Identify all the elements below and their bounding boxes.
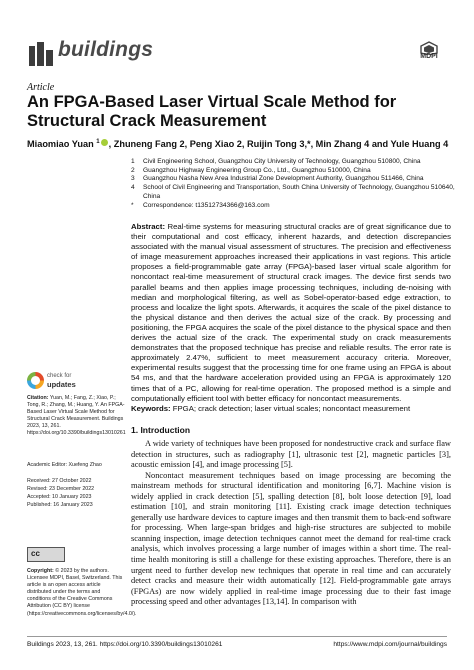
cc-by-license-icon[interactable]: cc [27,547,65,562]
buildings-logo-icon [28,40,54,66]
check-for-updates-icon [27,372,44,389]
date-published: Published: 16 January 2023 [27,502,93,508]
first-author: Miaomiao Yuan [27,139,97,150]
keywords-label: Keywords: [131,404,171,413]
footer-divider [27,636,447,637]
mdpi-logo [412,41,446,67]
intro-paragraph-2: Noncontact measurement techniques based on image processing are becoming the mainstream methods for structural identification and monitoring [6,7]. Machine vision is widely applied in crack detection [5], spalling detection [8], bolt loose detection [9], load estimation [10], and strain monitoring [11]. Existing crack image detection techniques generally use hardware devices to capture images and then transmit them to back-end software for processing. When large-span bridges and high-rise structures are subjected to mobile scanning inspection, image detection techniques cannot meet the demand for real-time crack analysis, which involves processing a large number of images within a short time. The real-time health monitoring is still a challenge for these existing approaches. Therefore, there is an urgent need to further develop new techniques that operate in real time and can accurately detect cracks and measure their width automatically [12]. Field-programmable gate arrays (FPGAs) are now widely applied in real-time image processing due to their fast image processing speed and other advantages [13,14]. In comparison with [131,470,451,607]
check-for-updates-button[interactable]: check for updates [27,371,125,391]
affiliation-item: 4 School of Civil Engineering and Transportation, South China University of Technology, Guangzhou 510640, China [131,184,455,200]
article-type: Article [27,82,55,93]
date-received: Received: 27 October 2022 [27,478,92,484]
author-list [27,136,457,150]
citation: Citation: Yuan, M.; Fang, Z.; Xiao, P.; Tong, R.; Zhang, M.; Huang, Y. An FPGA-Based Laser Virtual Scale Method for Structural Crack Measurement. Buildings 2023, 13, 261. https://doi.org/10.3390/buildings13010261 [27,395,126,437]
affiliation-item: 1 Civil Engineering School, Guangzhou City University of Technology, Guangzhou 510800, China [131,158,421,165]
section-heading: 1. Introduction [131,425,191,435]
other-authors: , Zhuneng Fang 2, Peng Xiao 2, Ruijin Tong 3,*, Min Zhang 4 and Yule Huang 4 [108,139,449,150]
intro-body [131,439,451,608]
first-author-affiliation: 1 [96,139,100,145]
page-title: An FPGA-Based Laser Virtual Scale Method for Structural Crack Measurement [27,93,397,130]
date-revised: Revised: 23 December 2022 [27,486,95,492]
footer-citation: Buildings 2023, 13, 261. https://doi.org/10.3390/buildings13010261 [27,641,223,648]
journal-url-link[interactable]: https://www.mdpi.com/journal/buildings [333,641,447,648]
keywords [131,404,451,414]
affiliation-item: 3 Guangzhou Nasha New Area Industrial Zone Development Authority, Guangzhou 511466, China [131,175,424,183]
correspondence: * Correspondence: t13512734366@163.com [131,201,270,209]
date-accepted: Accepted: 10 January 2023 [27,494,92,500]
abstract-label: Abstract: [131,222,166,231]
copyright-notice: Copyright: © 2023 by the authors. Licensee MDPI, Basel, Switzerland. This article is an open access article distributed under the terms and conditions of the Creative Commons Attribution (CC BY) license (https://creativecommons.org/licenses/by/4.0/). [27,568,137,617]
affiliations [131,158,461,210]
keywords-text: FPGA; crack detection; laser virtual scales; noncontact measurement [170,404,411,413]
journal-name: buildings [58,38,154,61]
intro-paragraph-1: A wide variety of techniques have been proposed for nondestructive crack and surface flaw detection in structures, such as radiography [1], ultrasonic test [2], magnetic particles [3], acoustic emission [4], and image processing [5]. [131,439,451,470]
publisher-name: MDPI [420,53,438,60]
orcid-icon[interactable] [101,139,108,146]
academic-editor: Academic Editor: Xuefeng Zhao [27,462,102,468]
affiliation-item: 2 Guangzhou Highway Engineering Group Co., Ltd., Guangzhou 510000, China [131,166,371,174]
abstract [131,222,451,404]
abstract-text: Real-time systems for measuring structural cracks are of great significance due to their computational and cost efficacy, inherent hazards, and detection discrepancies associated with the manual visual assessment of structures. The precision and effectiveness of image measurement approaches increased their applications in vast regions. This article proposes a field-programmable gate array (FPGA)-based laser virtual scale algorithm for noncontact real-time measurement of structural crack images. The device first sends two parallel beams and then applies image processing techniques, including de-noising with median and morphological filtering, as well as Sobel-operator-based edge extraction, to process and localize the light spots. Afterwards, it acquires the scale of the pixel distance to the physical distance and then derives the actual size of the crack. By processing and positioning, the FPGA acquires the scale of the pixel distance to the physical space and then derives the actual size of the crack. The experimental study on crack measurements demonstrates that the proposed technique has precise and reliable results. The error rate is approximately 2.47%, sufficient to meet measurement accuracy criteria. Moreover, experimental results suggest that the processing time for one frame using an FPGA is about 54 ms, and that the hardware acceleration provided using an FPGA is approximately 120 times that of a PC, allowing for real-time operation. The proposed method is a simple and computationally efficient tool with better efficacy for noncontact measurements. [131,222,451,403]
